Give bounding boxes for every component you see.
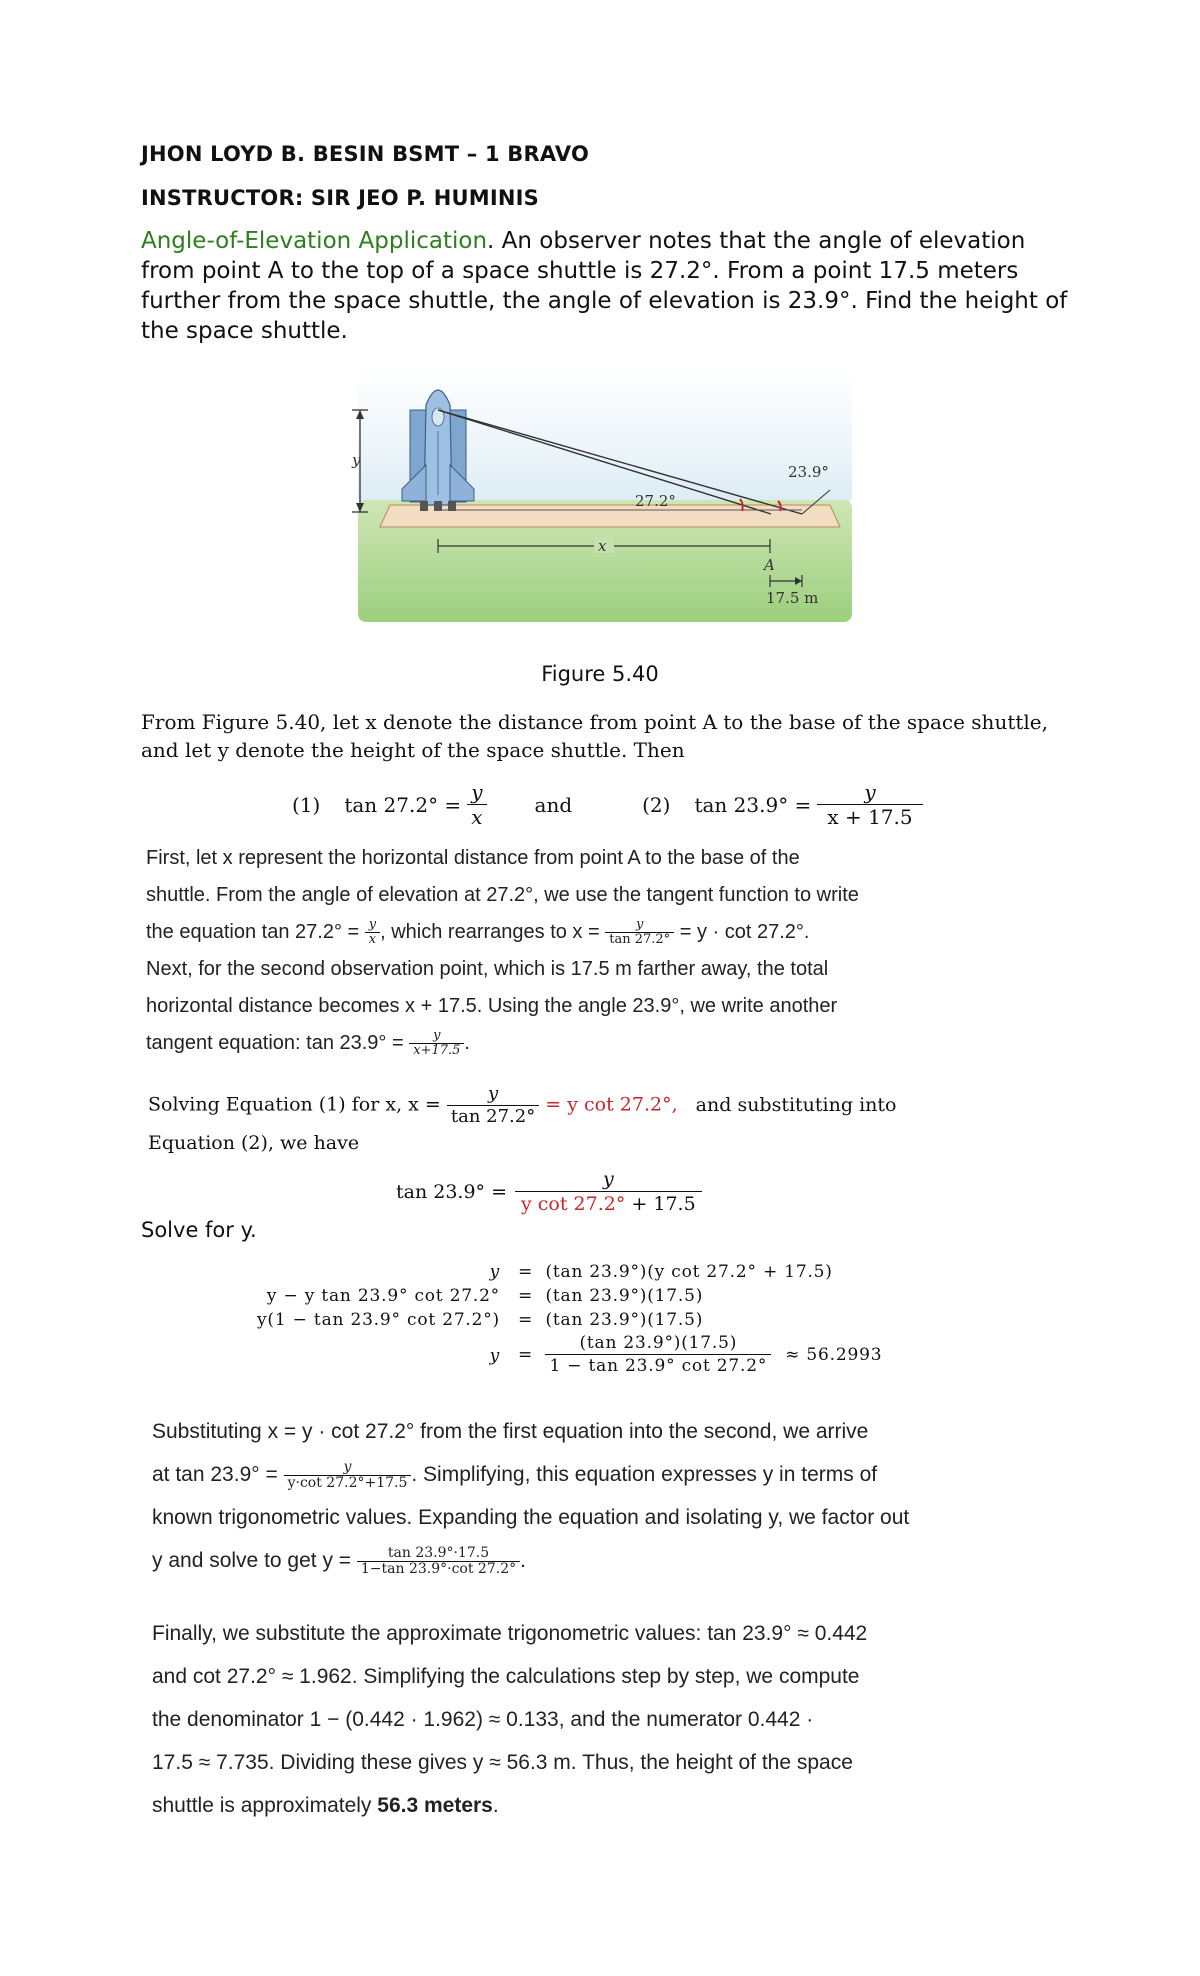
eq2-den: x + 17.5 — [817, 804, 922, 829]
book2-line1 — [148, 1083, 1078, 1128]
book2-d: Equation (2), we have — [148, 1132, 360, 1154]
row4-den: 1 − tan 23.9° cot 27.2° — [545, 1354, 771, 1377]
row2-lhs: y − y tan 23.9° cot 27.2° — [266, 1286, 500, 1306]
explain2-frac1 — [284, 1460, 412, 1491]
eq2-lhs: tan 23.9° = — [694, 792, 812, 817]
algebra-row3 — [518, 1310, 703, 1330]
explain1-line4: Next, for the second observation point, which is 17.5 m farther away, the total — [146, 958, 829, 980]
solve-label: Solve for y. — [141, 1218, 257, 1242]
explanation-1 — [146, 840, 1086, 1062]
book2-a: Solving Equation (1) for x, x = — [148, 1093, 441, 1116]
explain2-line4b: . — [520, 1549, 526, 1572]
frac2-num: y — [636, 917, 644, 933]
book2-fraction — [447, 1083, 539, 1128]
row4-eq: = — [518, 1344, 534, 1365]
eq1-lhs: tan 27.2° = — [344, 792, 462, 817]
angle-label-a: 27.2° — [635, 492, 676, 510]
book-paragraph-1: From Figure 5.40, let x denote the distance from point A to the base of the space shuttle, and let y denote the height of the space shuttle. Then — [141, 710, 1048, 762]
explain3-line1: Finally, we substitute the approximate trigonometric values: tan 23.9° ≈ 0.442 — [152, 1622, 868, 1645]
subst-den-rest: + 17.5 — [625, 1193, 696, 1215]
algebra-row2-lhs-wrap — [160, 1286, 500, 1306]
row1-lhs: y — [489, 1262, 500, 1282]
algebra-row4-lhs-wrap — [160, 1346, 500, 1366]
frac1-num: y — [368, 917, 377, 933]
row3-eq: = — [518, 1310, 534, 1330]
explain2-line1: Substituting x = y · cot 27.2° from the first equation into the second, we arrive — [152, 1420, 869, 1443]
subst-den — [515, 1191, 702, 1216]
explain1-line3 — [146, 914, 1086, 951]
book2-c: and substituting into — [695, 1093, 897, 1116]
eq1-den: x — [467, 804, 486, 829]
subst-num: y — [602, 1168, 614, 1190]
explain2-line4a: y and solve to get y = — [152, 1549, 352, 1572]
height-label: y — [352, 451, 361, 469]
explain2-line2b: . Simplifying, this equation expresses y in terms of — [411, 1463, 878, 1486]
row3-lhs: y(1 − tan 23.9° cot 27.2°) — [257, 1310, 500, 1330]
problem-title: Angle-of-Elevation Application — [141, 228, 488, 254]
algebra-row3-lhs-wrap — [160, 1310, 500, 1330]
eq1-num: y — [471, 780, 483, 804]
eq1-fraction — [467, 780, 486, 829]
algebra-row1 — [518, 1262, 833, 1282]
explain1-line2: shuttle. From the angle of elevation at 27.2°, we use the tangent function to write — [146, 884, 859, 906]
row2-eq: = — [518, 1286, 534, 1306]
explain1-line6 — [146, 1025, 1086, 1062]
explain2-line3: known trigonometric values. Expanding the equation and isolating y, we factor out — [152, 1506, 910, 1529]
algebra-row1-lhs — [160, 1262, 500, 1282]
explain2-line2a: at tan 23.9° = — [152, 1463, 278, 1486]
figure-diagram — [340, 365, 870, 625]
frac1-den: x — [365, 932, 380, 947]
explain3-line3: the denominator 1 − (0.442 · 1.962) ≈ 0.133, and the numerator 0.442 · — [152, 1708, 814, 1731]
explain1-line6b: . — [464, 1032, 470, 1054]
eq2-fraction — [817, 780, 922, 829]
figure-caption: Figure 5.40 — [541, 662, 659, 686]
and-word: and — [534, 792, 573, 817]
row1-rhs: (tan 23.9°)(y cot 27.2° + 17.5) — [545, 1262, 833, 1282]
e2f1-den: y·cot 27.2°+17.5 — [284, 1475, 412, 1491]
explain3-line5c: . — [492, 1794, 499, 1817]
explain1-line3c: = y · cot 27.2°. — [679, 921, 810, 943]
explanation-3 — [152, 1612, 1092, 1827]
substituted-equation — [396, 1167, 702, 1216]
row4-approx: ≈ 56.2993 — [785, 1344, 883, 1365]
e2f1-num: y — [343, 1458, 352, 1475]
book2-num: y — [487, 1083, 499, 1104]
eq2-num: y — [864, 780, 876, 804]
subst-fraction — [515, 1167, 702, 1216]
problem-text: . An observer notes that the angle of elevation from point A to the top of a space shuttle is 27.2°. From a point 17.5 meters further from the space shuttle, the angle of elevation is 23.9°. Find the height of the space shuttle. — [141, 228, 1068, 344]
row4-num: (tan 23.9°)(17.5) — [579, 1333, 738, 1353]
explain1-frac2 — [605, 918, 674, 947]
explain2-frac2 — [357, 1546, 520, 1577]
explain3-line5 — [152, 1784, 1092, 1827]
explain1-line6a: tangent equation: tan 23.9° = — [146, 1032, 404, 1054]
subst-den-red: y cot 27.2° — [521, 1193, 626, 1215]
explain1-line5: horizontal distance becomes x + 17.5. Using the angle 23.9°, we write another — [146, 995, 838, 1017]
row4-fraction — [545, 1332, 771, 1377]
student-header: JHON LOYD B. BESIN BSMT – 1 BRAVO — [141, 142, 590, 166]
algebra-row4 — [518, 1332, 882, 1377]
explanation-2 — [152, 1410, 1092, 1582]
book2-b: = y cot 27.2°, — [545, 1093, 678, 1116]
explain3-line4: 17.5 ≈ 7.735. Dividing these gives y ≈ 56.3 m. Thus, the height of the space — [152, 1751, 853, 1774]
algebra-row2 — [518, 1286, 703, 1306]
book2-den: tan 27.2° — [447, 1105, 539, 1128]
problem-statement — [141, 226, 1071, 346]
e2f2-den: 1−tan 23.9°·cot 27.2° — [357, 1561, 520, 1577]
x-distance-label: x — [598, 537, 607, 555]
row3-rhs: (tan 23.9°)(17.5) — [545, 1310, 704, 1330]
point-a-label: A — [764, 556, 775, 574]
eq2-label: (2) — [642, 792, 671, 817]
explain1-line1: First, let x represent the horizontal distance from point A to the base of the — [146, 847, 800, 869]
row4-lhs: y — [489, 1346, 500, 1366]
frac3-den: x+17.5 — [409, 1043, 464, 1058]
explain1-line3b: , which rearranges to x = — [380, 921, 600, 943]
frac2-den: tan 27.2° — [605, 932, 674, 947]
explain3-line2: and cot 27.2° ≈ 1.962. Simplifying the calculations step by step, we compute — [152, 1665, 860, 1688]
explain3-line5a: shuttle is approximately — [152, 1794, 378, 1817]
row2-rhs: (tan 23.9°)(17.5) — [545, 1286, 704, 1306]
equation-pair — [292, 780, 923, 829]
subst-lhs: tan 23.9° = — [396, 1180, 508, 1203]
book-paragraph-2 — [148, 1083, 1078, 1158]
angle-label-b: 23.9° — [788, 463, 829, 481]
frac3-num: y — [433, 1028, 441, 1044]
instructor-header: INSTRUCTOR: SIR JEO P. HUMINIS — [141, 186, 539, 210]
dist-label: 17.5 m — [766, 589, 819, 607]
explain1-line3a: the equation tan 27.2° = — [146, 921, 360, 943]
e2f2-num: tan 23.9°·17.5 — [387, 1544, 490, 1561]
eq1-label: (1) — [292, 792, 321, 817]
explain1-frac3 — [409, 1029, 464, 1058]
explain1-frac1 — [365, 918, 380, 947]
explain2-line4 — [152, 1539, 1092, 1582]
final-answer: 56.3 meters — [377, 1794, 493, 1817]
explain2-line2 — [152, 1453, 1092, 1496]
row1-eq: = — [518, 1262, 534, 1282]
